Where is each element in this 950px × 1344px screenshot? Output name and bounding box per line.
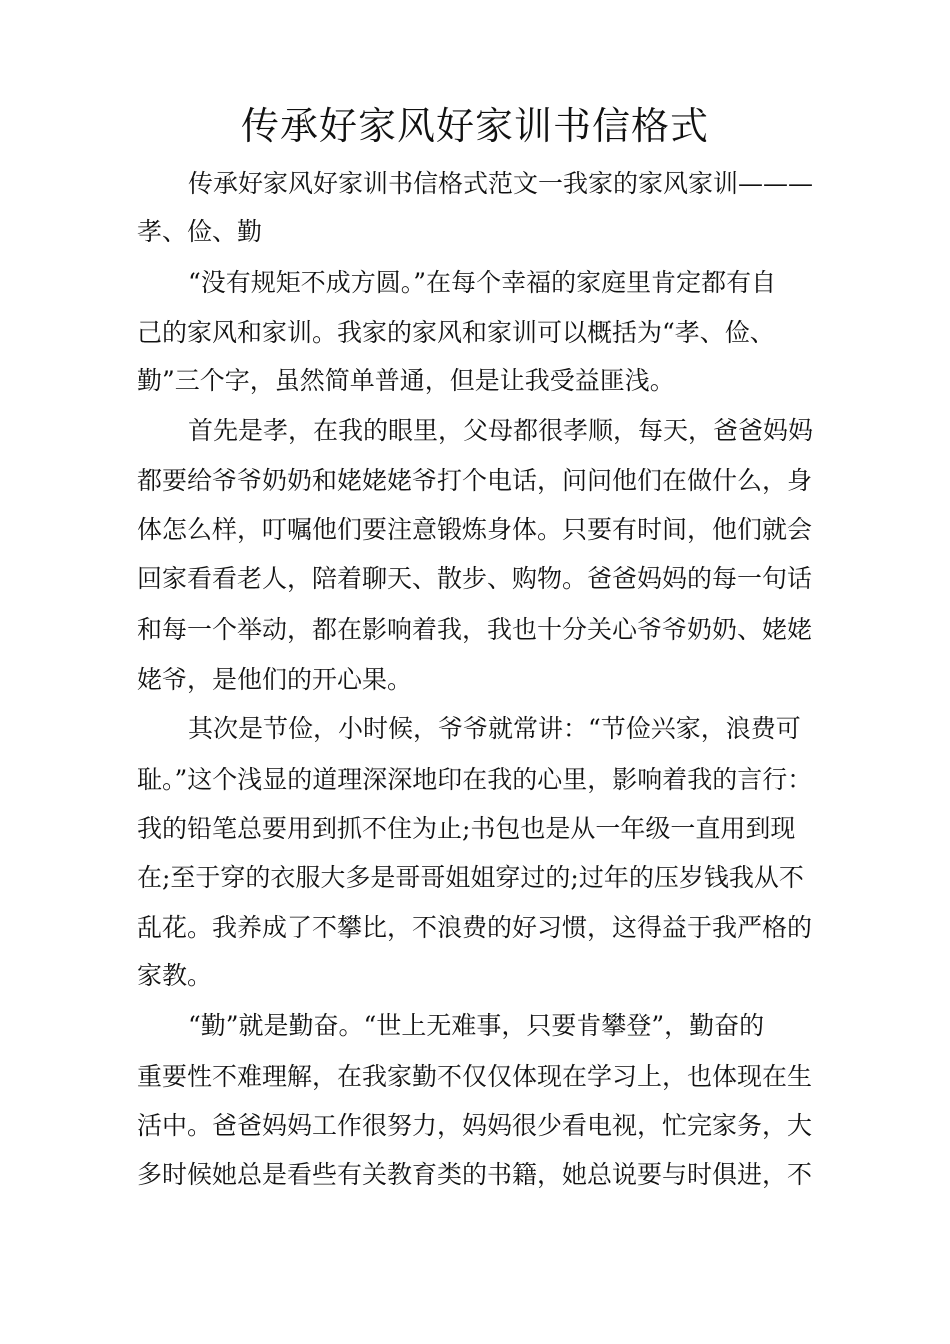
- text-line-5: 勤”三个字，虽然简单普通，但是让我受益匪浅。: [137, 366, 675, 395]
- text-line-7: 都要给爷爷奶奶和姥姥姥爷打个电话，问问他们在做什么，身: [137, 466, 813, 495]
- document-title: 传承好家风好家训书信格式: [240, 104, 709, 148]
- text-line-3: “没有规矩不成方圆。”在每个幸福的家庭里肯定都有自: [188, 268, 777, 297]
- text-line-2: 孝、俭、勤: [137, 217, 263, 246]
- text-line-10: 和每一个举动，都在影响着我，我也十分关心爷爷奶奶、姥姥: [137, 615, 813, 644]
- text-line-9: 回家看看老人，陪着聊天、散步、购物。爸爸妈妈的每一句话: [137, 564, 813, 593]
- text-line-19: 重要性不难理解，在我家勤不仅仅体现在学习上，也体现在生: [137, 1062, 813, 1091]
- text-line-13: 耻。”这个浅显的道理深深地印在我的心里，影响着我的言行：: [137, 765, 813, 794]
- text-line-14: 我的铅笔总要用到抓不住为止;书包也是从一年级一直用到现: [137, 814, 796, 843]
- text-line-16: 乱花。我养成了不攀比，不浪费的好习惯，这得益于我严格的: [137, 913, 813, 942]
- text-line-8: 体怎么样，叮嘱他们要注意锻炼身体。只要有时间，他们就会: [137, 515, 813, 544]
- text-line-6: 首先是孝，在我的眼里，父母都很孝顺，每天，爸爸妈妈: [188, 416, 814, 445]
- text-line-17: 家教。: [137, 961, 213, 990]
- text-line-18: “勤”就是勤奋。“世上无难事，只要肯攀登”，勤奋的: [188, 1011, 765, 1040]
- text-line-4: 己的家风和家训。我家的家风和家训可以概括为“孝、俭、: [137, 318, 775, 347]
- text-line-15: 在;至于穿的衣服大多是哥哥姐姐穿过的;过年的压岁钱我从不: [137, 863, 804, 892]
- text-line-21: 多时候她总是看些有关教育类的书籍，她总说要与时俱进，不: [137, 1160, 813, 1189]
- text-line-12: 其次是节俭，小时候，爷爷就常讲：“节俭兴家，浪费可: [188, 714, 801, 743]
- text-line-20: 活中。爸爸妈妈工作很努力，妈妈很少看电视，忙完家务，大: [137, 1111, 813, 1140]
- text-line-1: 传承好家风好家训书信格式范文一我家的家风家训———: [188, 169, 814, 198]
- text-line-11: 姥爷，是他们的开心果。: [137, 665, 413, 694]
